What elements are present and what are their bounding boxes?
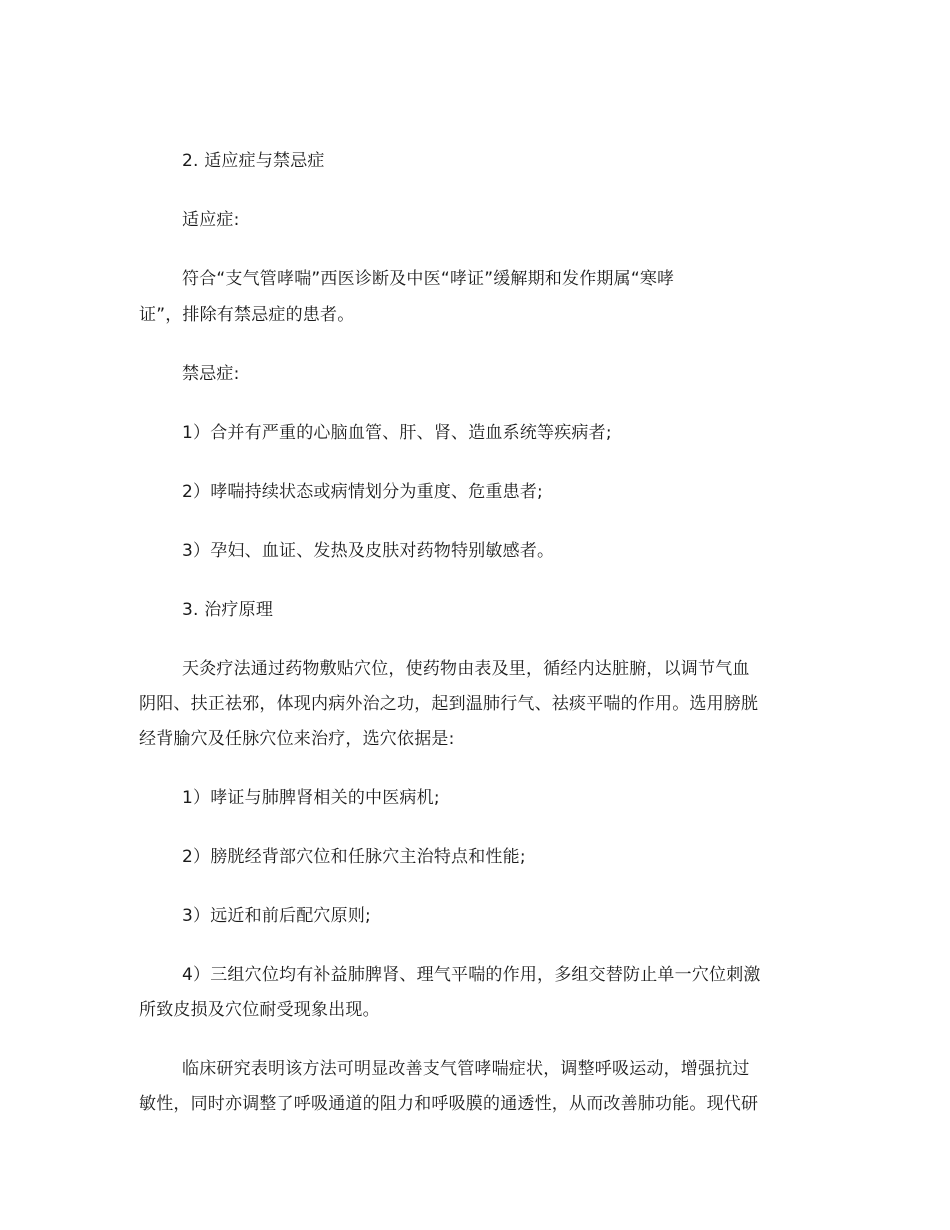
basis-item-1: 1）哮证与肺脾肾相关的中医病机; — [182, 788, 440, 808]
section-heading-indications: 2. 适应症与禁忌症 — [182, 151, 325, 171]
indications-text-line-2: 证”，排除有禁忌症的患者。 — [139, 305, 355, 325]
section-heading-principle: 3. 治疗原理 — [182, 600, 274, 620]
basis-item-4-line-2: 所致皮损及穴位耐受现象出现。 — [139, 1000, 380, 1020]
basis-item-4-line-1: 4）三组穴位均有补益肺脾肾、理气平喘的作用，多组交替防止单一穴位刺激 — [182, 965, 761, 985]
basis-item-3: 3）远近和前后配穴原则; — [182, 906, 371, 926]
principle-text-line-3: 经背腧穴及任脉穴位来治疗，选穴依据是: — [139, 729, 455, 749]
research-text-line-2: 敏性，同时亦调整了呼吸通道的阻力和呼吸膜的通透性，从而改善肺功能。现代研 — [139, 1094, 759, 1114]
contraindication-item-3: 3）孕妇、血证、发热及皮肤对药物特别敏感者。 — [182, 541, 555, 561]
principle-text-line-1: 天灸疗法通过药物敷贴穴位，使药物由表及里，循经内达脏腑，以调节气血 — [182, 659, 750, 679]
contraindications-label: 禁忌症: — [182, 364, 240, 384]
indications-text-line-1: 符合“支气管哮喘”西医诊断及中医“哮证”缓解期和发作期属“寒哮 — [182, 269, 675, 289]
contraindication-item-2: 2）哮喘持续状态或病情划分为重度、危重患者; — [182, 482, 543, 502]
contraindication-item-1: 1）合并有严重的心脑血管、肝、肾、造血系统等疾病者; — [182, 423, 612, 443]
indications-label: 适应症: — [182, 210, 240, 230]
research-text-line-1: 临床研究表明该方法可明显改善支气管哮喘症状，调整呼吸运动，增强抗过 — [182, 1059, 750, 1079]
principle-text-line-2: 阴阳、扶正祛邪，体现内病外治之功，起到温肺行气、祛痰平喘的作用。选用膀胱 — [139, 694, 759, 714]
basis-item-2: 2）膀胱经背部穴位和任脉穴主治特点和性能; — [182, 847, 526, 867]
